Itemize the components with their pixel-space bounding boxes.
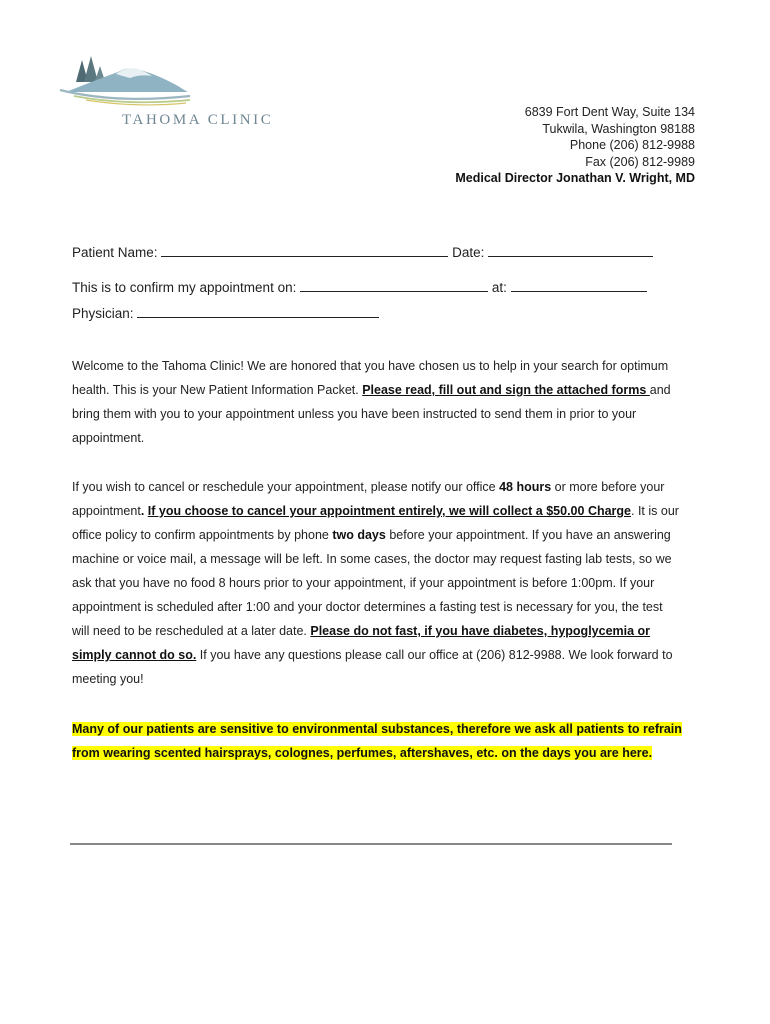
patient-name-row <box>72 244 653 260</box>
clinic-logo <box>56 52 276 132</box>
cancel-fee-notice: If you choose to cancel your appointment entirely, we will collect a $50.00 Charge <box>147 504 632 518</box>
clinic-name: TAHOMA CLINIC <box>122 112 274 128</box>
welcome-instruction: Please read, fill out and sign the attached forms <box>362 383 650 397</box>
highlighted-notice: Many of our patients are sensitive to environmental substances, therefore we ask all patients to refrain from wearing scented hairsprays, colognes, perfumes, aftershaves, etc. on the days you are here. <box>72 722 682 760</box>
patient-name-label: Patient Name: <box>72 245 158 260</box>
environmental-notice <box>72 717 682 765</box>
at-label: at: <box>491 280 507 295</box>
mountain-logo-icon <box>56 52 196 110</box>
clinic-address-block <box>455 104 695 187</box>
date-label: Date: <box>452 245 485 260</box>
address-line-1: 6839 Fort Dent Way, Suite 134 <box>524 105 695 119</box>
medical-director: Medical Director Jonathan V. Wright, MD <box>455 171 695 185</box>
footer-divider <box>70 843 672 845</box>
appointment-date-field[interactable] <box>300 279 488 292</box>
welcome-text-end: and bring them with you to your appointment unless you have been instructed to send them in prior to your appointment. <box>72 383 671 445</box>
welcome-text: Welcome to the Tahoma Clinic! We are honored that you have chosen us to help in your search for optimum health. This is your New Patient Information Packet. <box>72 359 669 397</box>
welcome-paragraph <box>72 354 682 450</box>
phone-number: Phone (206) 812-9988 <box>569 138 695 152</box>
fax-number: Fax (206) 812-9989 <box>585 154 695 169</box>
cancel-text-1: If you wish to cancel or reschedule your appointment, please notify our office <box>72 480 500 494</box>
physician-row <box>72 305 379 321</box>
physician-field[interactable] <box>137 305 379 318</box>
cancellation-paragraph <box>72 475 682 691</box>
patient-name-field[interactable] <box>161 244 448 257</box>
appointment-time-field[interactable] <box>511 279 647 292</box>
physician-label: Physician: <box>72 306 134 321</box>
cancel-text-4: before your appointment. If you have an answering machine or voice mail, a message will be left. In some cases, the doctor may request fasting lab tests, so we ask that you have no food 8 hours prior to your appointment, if your appointment is before 1:00pm. If your appointment is scheduled after 1:00 and your doctor determines a fasting test is necessary for you, the test will need to be rescheduled at a later date. <box>72 528 672 638</box>
date-field[interactable] <box>488 244 653 257</box>
cancel-text-5: If you have any questions please call our office at (206) 812-9988. We look forward to meeting you! <box>72 648 673 686</box>
notice-hours: 48 hours <box>499 480 552 494</box>
address-line-2: Tukwila, Washington 98188 <box>542 121 695 136</box>
cancel-period: . <box>140 504 148 518</box>
fasting-warning: Please do not fast, if you have diabetes, hypoglycemia or simply cannot do so. <box>72 624 651 662</box>
appointment-confirm-row <box>72 279 647 295</box>
confirm-days: two days <box>332 528 386 542</box>
confirm-label: This is to confirm my appointment on: <box>72 280 297 295</box>
cancel-text-3: . It is our office policy to confirm appointments by phone <box>72 504 679 542</box>
cancel-text-2: or more before your appointment <box>72 480 665 518</box>
